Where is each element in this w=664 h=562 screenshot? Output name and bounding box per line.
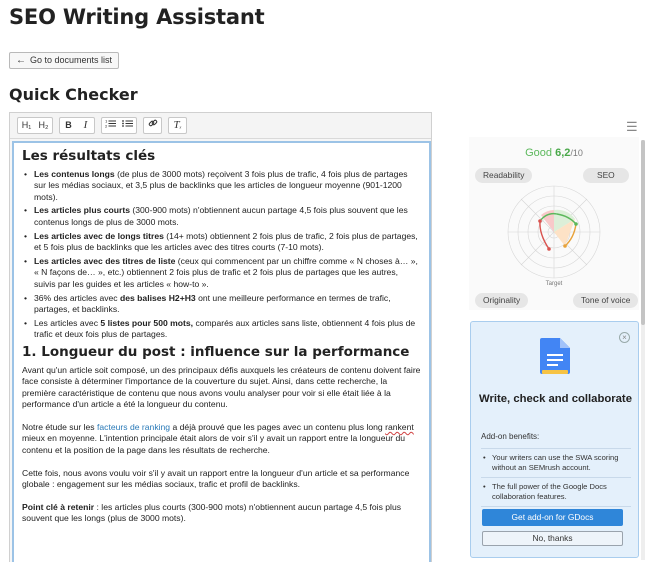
back-to-documents-button[interactable]: [9, 52, 119, 69]
close-icon[interactable]: ×: [619, 332, 630, 343]
editor-toolbar: [10, 113, 431, 139]
content-heading-2: 1. Longueur du post : influence sur la performance: [22, 343, 410, 360]
addon-promo-card: [470, 321, 639, 558]
clear-format-icon[interactable]: Tₓ: [173, 119, 182, 131]
score-value: 6,2: [555, 147, 571, 159]
list-item: • 36% des articles avec des balises H2+H3 ont une meilleure performance en termes de trafic, partages, et backlinks.: [22, 293, 421, 316]
content-heading-1: Les résultats clés: [22, 148, 156, 164]
list-item: • The full power of the Google Docs collaboration features.: [481, 478, 631, 507]
heading1-button[interactable]: H₁: [21, 120, 32, 130]
page-title: SEO Writing Assistant: [9, 5, 265, 29]
list-item: • Les articles plus courts (300-900 mots) n'obtiennent aucun partage 4,5 fois plus souvent que les contenus longs de plus de 3000 mots.: [22, 205, 421, 228]
target-label: Target: [545, 281, 563, 287]
google-docs-icon: [538, 337, 572, 375]
editor-content[interactable]: [12, 141, 431, 562]
svg-text:1: 1: [105, 119, 108, 124]
ranking-factors-link[interactable]: facteurs de ranking: [97, 421, 171, 432]
get-addon-button[interactable]: Get add-on for GDocs: [482, 509, 623, 526]
score-radar-chart: [499, 174, 609, 292]
heading2-button[interactable]: H₂: [38, 120, 49, 130]
back-button-label: Go to documents list: [30, 55, 113, 65]
score-label: Good: [525, 147, 553, 159]
no-thanks-button[interactable]: No, thanks: [482, 531, 623, 546]
unordered-list-icon[interactable]: [119, 118, 136, 133]
link-icon[interactable]: [144, 118, 161, 133]
key-results-list: [22, 169, 421, 341]
originality-pill[interactable]: Originality: [475, 293, 528, 308]
list-item: • Your writers can use the SWA scoring without an SEMrush account.: [481, 448, 631, 478]
section-title: Quick Checker: [9, 85, 138, 104]
readability-pill[interactable]: Readability: [475, 168, 532, 183]
editor: [9, 112, 432, 562]
benefits-list: [481, 448, 631, 507]
link-group: [143, 117, 162, 134]
scrollbar-thumb[interactable]: [641, 140, 645, 325]
tone-of-voice-pill[interactable]: Tone of voice: [573, 293, 638, 308]
list-item: • Les articles avec des titres de liste (ceux qui commencent par un chiffre comme « N choses à… », « N façons de… », etc.) obtiennent 2 fois plus de trafic et 2 fois plus de partages que les autres, suivis par les guides et les articles « how-to ».: [22, 256, 421, 291]
svg-text:2: 2: [105, 124, 108, 128]
arrow-left-icon: ←: [16, 55, 26, 66]
list-item: • Les articles avec de longs titres (14+ mots) obtiennent 2 fois plus de trafic, 2 fois plus de partages, et 5 fois plus de backlinks que les articles avec des titres courts (7-10 mots).: [22, 231, 421, 254]
list-item: • Les articles avec 5 listes pour 500 mots, comparés aux articles sans liste, obtiennent 4 fois plus de trafic et deux fois plus de partages.: [22, 318, 421, 341]
clear-group: [168, 117, 187, 134]
italic-button[interactable]: I: [83, 119, 88, 131]
format-group: [59, 117, 95, 134]
paragraph: Cette fois, nous avons voulu voir s'il y avait un rapport entre la longueur d'un article et sa performance globale : engagement sur les médias sociaux, trafic et profil de backlinks.: [22, 467, 410, 490]
heading-group: [17, 117, 53, 134]
list-item: • Les contenus longs (de plus de 3000 mots) reçoivent 3 fois plus de trafic, 4 fois plus de partages sur les médias sociaux, et 3,5 plus de backlinks que les articles de longueur moyenne (901-1200 mots).: [22, 169, 421, 204]
paragraph: Notre étude sur les facteurs de ranking a déjà prouvé que les pages avec un contenu plus long rankent mieux en moyenne. L'intention principale était alors de voir s'il y avait un rapport entre la longueur du contenu et la position de la page dans les résultats de recherche.: [22, 421, 414, 456]
promo-title: Write, check and collaborate: [479, 393, 632, 405]
score-max: /10: [570, 148, 583, 158]
spelling-error[interactable]: rankent: [385, 421, 414, 432]
overall-score: [469, 147, 639, 159]
score-panel: [469, 137, 639, 310]
ordered-list-icon[interactable]: [102, 118, 119, 133]
bold-button[interactable]: B: [65, 120, 72, 130]
benefits-title: Add-on benefits:: [481, 432, 540, 441]
paragraph: Avant qu'un article soit composé, un des principaux défis auxquels les créateurs de contenu doivent faire face consiste à déterminer l'importance de la couverture du sujet. Ainsi, dans cette recherche, la première caractéristique de contenu que nous avons voulu analyser pour voir si elle était liée à la performance d'un article a été la longueur du contenu.: [22, 364, 421, 410]
menu-icon[interactable]: ☰: [626, 119, 638, 134]
list-group: [101, 117, 137, 134]
paragraph: Point clé à retenir : les articles plus courts (300-900 mots) n'obtiennent aucun partage 4,5 fois plus souvent que les longs (plus de 3000 mots).: [22, 501, 402, 524]
seo-pill[interactable]: SEO: [583, 168, 629, 183]
